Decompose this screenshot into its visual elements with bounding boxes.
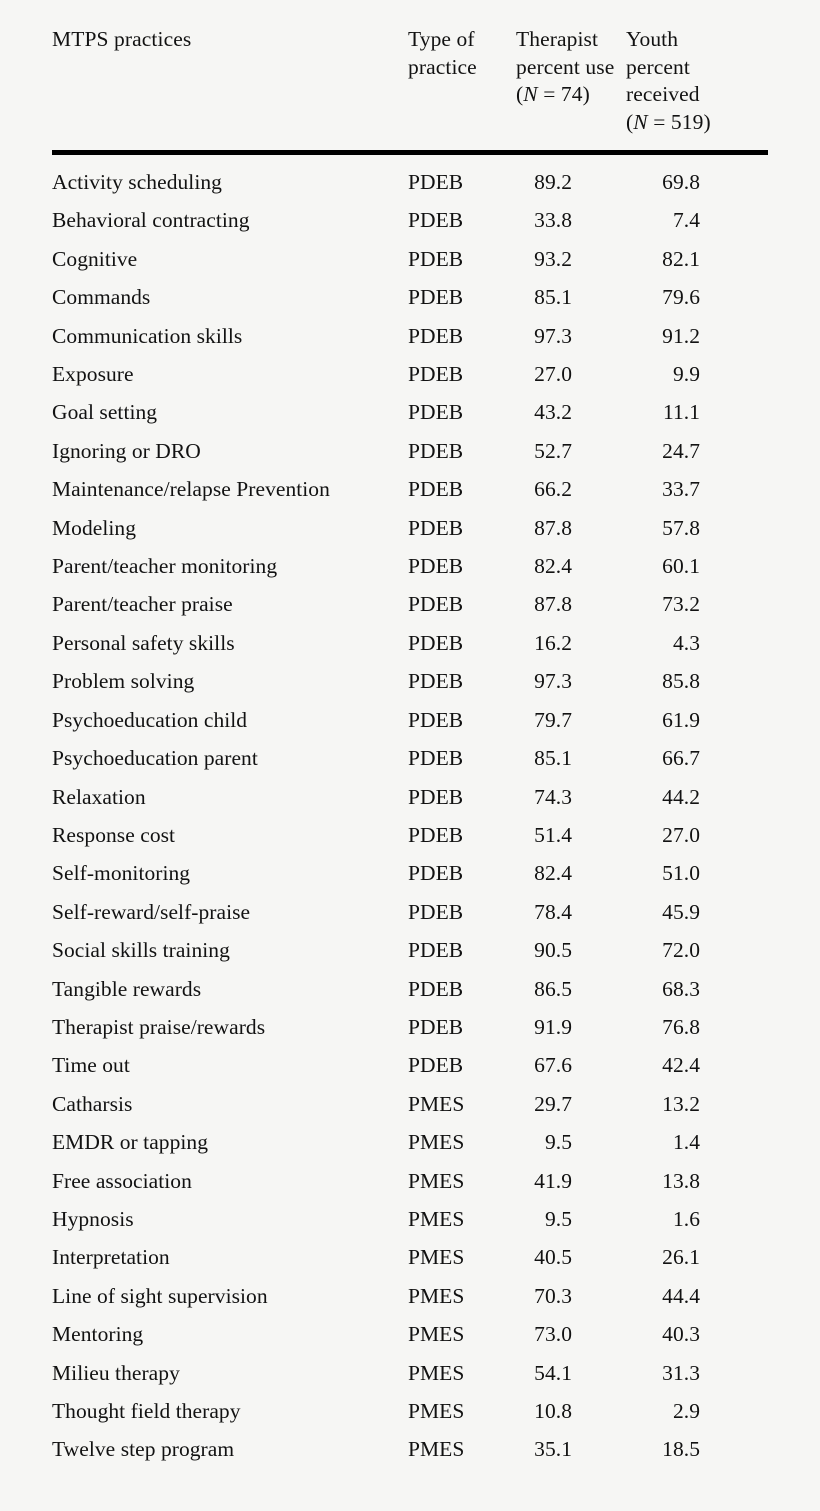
cell-youth-percent-received: 40.3 bbox=[662, 1322, 700, 1347]
cell-therapist-percent-use: 66.2 bbox=[534, 477, 572, 502]
cell-practice: Interpretation bbox=[52, 1245, 170, 1270]
table-row bbox=[52, 470, 768, 508]
cell-youth-percent-received: 4.3 bbox=[672, 630, 700, 655]
cell-youth-percent-received: 2.9 bbox=[672, 1399, 700, 1423]
cell-youth-percent-received: 44.4 bbox=[662, 1283, 700, 1308]
cell-type: PDEB bbox=[408, 246, 464, 271]
cell-therapist-percent-use: 54.1 bbox=[534, 1360, 572, 1385]
cell-therapist-percent-use: 87.8 bbox=[534, 515, 572, 540]
therapist-n-prefix: ( bbox=[516, 82, 524, 106]
cell-therapist-percent-use: 86.5 bbox=[534, 976, 572, 1001]
table-row bbox=[52, 1085, 768, 1123]
cell-therapist-percent-use: 16.2 bbox=[534, 630, 572, 655]
table-row bbox=[52, 701, 768, 739]
cell-type: PDEB bbox=[408, 707, 464, 732]
cell-therapist-percent-use: 40.5 bbox=[534, 1245, 572, 1270]
cell-therapist-percent-use: 10.8 bbox=[534, 1399, 572, 1423]
cell-practice: Behavioral contracting bbox=[52, 208, 250, 233]
cell-youth-percent-received: 1.4 bbox=[672, 1130, 700, 1155]
cell-therapist-percent-use: 74.3 bbox=[534, 784, 572, 809]
cell-therapist-percent-use: 9.5 bbox=[544, 1130, 572, 1155]
table-row bbox=[52, 393, 768, 431]
cell-youth-percent-received: 27.0 bbox=[662, 822, 700, 847]
column-header-type-of-practice bbox=[408, 26, 516, 153]
cell-youth-percent-received: 79.6 bbox=[662, 285, 700, 310]
cell-type: PMES bbox=[408, 1437, 465, 1462]
column-header-type-line1: Type of bbox=[408, 27, 475, 51]
cell-therapist-percent-use: 89.2 bbox=[534, 170, 572, 194]
cell-youth-percent-received: 61.9 bbox=[662, 707, 700, 732]
cell-type: PDEB bbox=[408, 976, 464, 1001]
cell-practice: Commands bbox=[52, 285, 151, 310]
column-header-youth-percent-received bbox=[624, 26, 768, 153]
cell-type: PMES bbox=[408, 1245, 465, 1270]
cell-type: PDEB bbox=[408, 208, 464, 233]
cell-practice: Personal safety skills bbox=[52, 630, 235, 655]
table-body bbox=[52, 153, 768, 1469]
cell-youth-percent-received: 42.4 bbox=[662, 1053, 700, 1078]
table-row bbox=[52, 547, 768, 585]
cell-practice: Cognitive bbox=[52, 246, 138, 271]
cell-practice: EMDR or tapping bbox=[52, 1130, 209, 1155]
table-row bbox=[52, 1162, 768, 1200]
cell-practice: Psychoeducation child bbox=[52, 707, 248, 732]
cell-type: PDEB bbox=[408, 1053, 464, 1078]
cell-practice: Tangible rewards bbox=[52, 976, 202, 1001]
table-row bbox=[52, 153, 768, 202]
column-header-therapist-sample-size bbox=[516, 81, 612, 109]
table-row bbox=[52, 624, 768, 662]
cell-youth-percent-received: 51.0 bbox=[662, 861, 700, 886]
cell-type: PDEB bbox=[408, 400, 464, 425]
table-row bbox=[52, 893, 768, 931]
cell-therapist-percent-use: 90.5 bbox=[534, 938, 572, 963]
table-row bbox=[52, 854, 768, 892]
mtps-practices-table bbox=[52, 26, 768, 1469]
column-header-youth-line3: received bbox=[626, 82, 700, 106]
cell-therapist-percent-use: 33.8 bbox=[534, 208, 572, 233]
cell-youth-percent-received: 57.8 bbox=[662, 515, 700, 540]
cell-therapist-percent-use: 87.8 bbox=[534, 592, 572, 617]
table-row bbox=[52, 970, 768, 1008]
cell-type: PMES bbox=[408, 1168, 465, 1193]
table-row bbox=[52, 1392, 768, 1430]
table-row bbox=[52, 1046, 768, 1084]
cell-therapist-percent-use: 29.7 bbox=[534, 1091, 572, 1116]
cell-therapist-percent-use: 43.2 bbox=[534, 400, 572, 425]
table-row bbox=[52, 662, 768, 700]
cell-practice: Activity scheduling bbox=[52, 170, 222, 194]
youth-n-symbol: N bbox=[633, 109, 648, 134]
cell-type: PDEB bbox=[408, 669, 464, 694]
cell-type: PMES bbox=[408, 1283, 465, 1308]
cell-practice: Goal setting bbox=[52, 400, 158, 425]
table-row bbox=[52, 1008, 768, 1046]
table-row bbox=[52, 1277, 768, 1315]
table-row bbox=[52, 1238, 768, 1276]
cell-therapist-percent-use: 97.3 bbox=[534, 323, 572, 348]
cell-youth-percent-received: 18.5 bbox=[662, 1437, 700, 1462]
cell-youth-percent-received: 60.1 bbox=[662, 554, 700, 579]
cell-youth-percent-received: 11.1 bbox=[662, 400, 700, 425]
cell-youth-percent-received: 73.2 bbox=[662, 592, 700, 617]
cell-therapist-percent-use: 93.2 bbox=[534, 246, 572, 271]
cell-type: PDEB bbox=[408, 938, 464, 963]
therapist-n-value: = 74) bbox=[537, 82, 590, 106]
cell-youth-percent-received: 9.9 bbox=[672, 362, 700, 387]
cell-practice: Psychoeducation parent bbox=[52, 746, 258, 771]
cell-type: PDEB bbox=[408, 592, 464, 617]
cell-practice: Free association bbox=[52, 1168, 192, 1193]
cell-youth-percent-received: 44.2 bbox=[662, 784, 700, 809]
cell-therapist-percent-use: 82.4 bbox=[534, 554, 572, 579]
table-row bbox=[52, 1123, 768, 1161]
cell-therapist-percent-use: 79.7 bbox=[534, 707, 572, 732]
cell-youth-percent-received: 7.4 bbox=[672, 208, 700, 233]
table-row bbox=[52, 585, 768, 623]
table-row bbox=[52, 739, 768, 777]
cell-type: PDEB bbox=[408, 630, 464, 655]
table-row bbox=[52, 1315, 768, 1353]
column-header-therapist-line1: Therapist bbox=[516, 27, 599, 51]
cell-practice: Exposure bbox=[52, 362, 134, 387]
cell-practice: Time out bbox=[52, 1053, 130, 1078]
cell-therapist-percent-use: 97.3 bbox=[534, 669, 572, 694]
table-row bbox=[52, 1200, 768, 1238]
cell-therapist-percent-use: 85.1 bbox=[534, 285, 572, 310]
cell-type: PDEB bbox=[408, 861, 464, 886]
cell-type: PDEB bbox=[408, 1014, 464, 1039]
table-header bbox=[52, 26, 768, 153]
table-row bbox=[52, 778, 768, 816]
cell-type: PDEB bbox=[408, 285, 464, 310]
cell-practice: Thought field therapy bbox=[52, 1399, 241, 1423]
cell-youth-percent-received: 13.2 bbox=[662, 1091, 700, 1116]
table-row bbox=[52, 816, 768, 854]
cell-youth-percent-received: 24.7 bbox=[662, 438, 700, 463]
cell-youth-percent-received: 31.3 bbox=[662, 1360, 700, 1385]
cell-practice: Communication skills bbox=[52, 323, 243, 348]
cell-youth-percent-received: 66.7 bbox=[662, 746, 700, 771]
cell-youth-percent-received: 45.9 bbox=[662, 899, 700, 924]
cell-youth-percent-received: 69.8 bbox=[662, 170, 700, 194]
cell-type: PDEB bbox=[408, 323, 464, 348]
column-header-type-line2: practice bbox=[408, 54, 477, 79]
cell-youth-percent-received: 91.2 bbox=[662, 323, 700, 348]
cell-practice: Parent/teacher praise bbox=[52, 592, 233, 617]
cell-type: PMES bbox=[408, 1206, 465, 1231]
cell-therapist-percent-use: 52.7 bbox=[534, 438, 572, 463]
cell-youth-percent-received: 26.1 bbox=[662, 1245, 700, 1270]
cell-practice: Milieu therapy bbox=[52, 1360, 180, 1385]
cell-type: PDEB bbox=[408, 822, 464, 847]
cell-practice: Twelve step program bbox=[52, 1437, 235, 1462]
cell-youth-percent-received: 33.7 bbox=[662, 477, 700, 502]
cell-therapist-percent-use: 41.9 bbox=[534, 1168, 572, 1193]
therapist-n-symbol: N bbox=[523, 82, 538, 106]
column-header-youth-line2: percent bbox=[626, 54, 690, 79]
cell-practice: Mentoring bbox=[52, 1322, 144, 1347]
cell-therapist-percent-use: 35.1 bbox=[534, 1437, 572, 1462]
cell-type: PDEB bbox=[408, 554, 464, 579]
cell-therapist-percent-use: 70.3 bbox=[534, 1283, 572, 1308]
table-row bbox=[52, 317, 768, 355]
cell-practice: Hypnosis bbox=[52, 1206, 134, 1231]
cell-youth-percent-received: 85.8 bbox=[662, 669, 700, 694]
cell-therapist-percent-use: 67.6 bbox=[534, 1053, 572, 1078]
table-row bbox=[52, 201, 768, 239]
cell-practice: Therapist praise/rewards bbox=[52, 1014, 266, 1039]
cell-practice: Relaxation bbox=[52, 784, 146, 809]
cell-youth-percent-received: 76.8 bbox=[662, 1014, 700, 1039]
cell-type: PDEB bbox=[408, 170, 464, 194]
cell-therapist-percent-use: 51.4 bbox=[534, 822, 572, 847]
column-header-practice-line1: MTPS practices bbox=[52, 27, 192, 51]
cell-type: PDEB bbox=[408, 477, 464, 502]
cell-type: PDEB bbox=[408, 784, 464, 809]
cell-practice: Social skills training bbox=[52, 938, 230, 963]
cell-type: PMES bbox=[408, 1360, 465, 1385]
column-header-therapist-line2: percent use bbox=[516, 54, 615, 79]
cell-therapist-percent-use: 27.0 bbox=[534, 362, 572, 387]
table-row bbox=[52, 240, 768, 278]
cell-type: PMES bbox=[408, 1322, 465, 1347]
table-header-row bbox=[52, 26, 768, 153]
cell-type: PDEB bbox=[408, 438, 464, 463]
cell-type: PMES bbox=[408, 1130, 465, 1155]
cell-youth-percent-received: 82.1 bbox=[662, 246, 700, 271]
cell-practice: Ignoring or DRO bbox=[52, 438, 201, 463]
table-row bbox=[52, 1354, 768, 1392]
cell-type: PDEB bbox=[408, 515, 464, 540]
column-header-therapist-percent-use bbox=[516, 26, 624, 153]
column-header-youth-line1: Youth bbox=[626, 27, 679, 51]
cell-therapist-percent-use: 78.4 bbox=[534, 899, 572, 924]
cell-therapist-percent-use: 82.4 bbox=[534, 861, 572, 886]
cell-therapist-percent-use: 85.1 bbox=[534, 746, 572, 771]
cell-type: PMES bbox=[408, 1091, 465, 1116]
column-header-youth-sample-size bbox=[626, 109, 768, 137]
cell-practice: Maintenance/relapse Prevention bbox=[52, 477, 330, 502]
cell-type: PDEB bbox=[408, 746, 464, 771]
cell-youth-percent-received: 72.0 bbox=[662, 938, 700, 963]
cell-type: PMES bbox=[408, 1399, 465, 1423]
cell-youth-percent-received: 13.8 bbox=[662, 1168, 700, 1193]
cell-practice: Line of sight supervision bbox=[52, 1283, 268, 1308]
cell-therapist-percent-use: 91.9 bbox=[534, 1014, 572, 1039]
cell-practice: Self-reward/self-praise bbox=[52, 899, 251, 924]
cell-youth-percent-received: 1.6 bbox=[672, 1206, 700, 1231]
cell-practice: Catharsis bbox=[52, 1091, 133, 1116]
column-header-practice bbox=[52, 26, 408, 153]
cell-type: PDEB bbox=[408, 362, 464, 387]
cell-practice: Response cost bbox=[52, 822, 176, 847]
cell-practice: Self-monitoring bbox=[52, 861, 191, 886]
table-row bbox=[52, 509, 768, 547]
cell-youth-percent-received: 68.3 bbox=[662, 976, 700, 1001]
table-row bbox=[52, 931, 768, 969]
cell-type: PDEB bbox=[408, 899, 464, 924]
table-row bbox=[52, 432, 768, 470]
youth-n-value: = 519) bbox=[647, 109, 711, 134]
table-row bbox=[52, 278, 768, 316]
cell-practice: Parent/teacher monitoring bbox=[52, 554, 278, 579]
table-row bbox=[52, 1430, 768, 1468]
table-row bbox=[52, 355, 768, 393]
cell-practice: Modeling bbox=[52, 515, 137, 540]
cell-therapist-percent-use: 73.0 bbox=[534, 1322, 572, 1347]
youth-n-prefix: ( bbox=[626, 109, 634, 134]
cell-therapist-percent-use: 9.5 bbox=[544, 1206, 572, 1231]
cell-practice: Problem solving bbox=[52, 669, 195, 694]
